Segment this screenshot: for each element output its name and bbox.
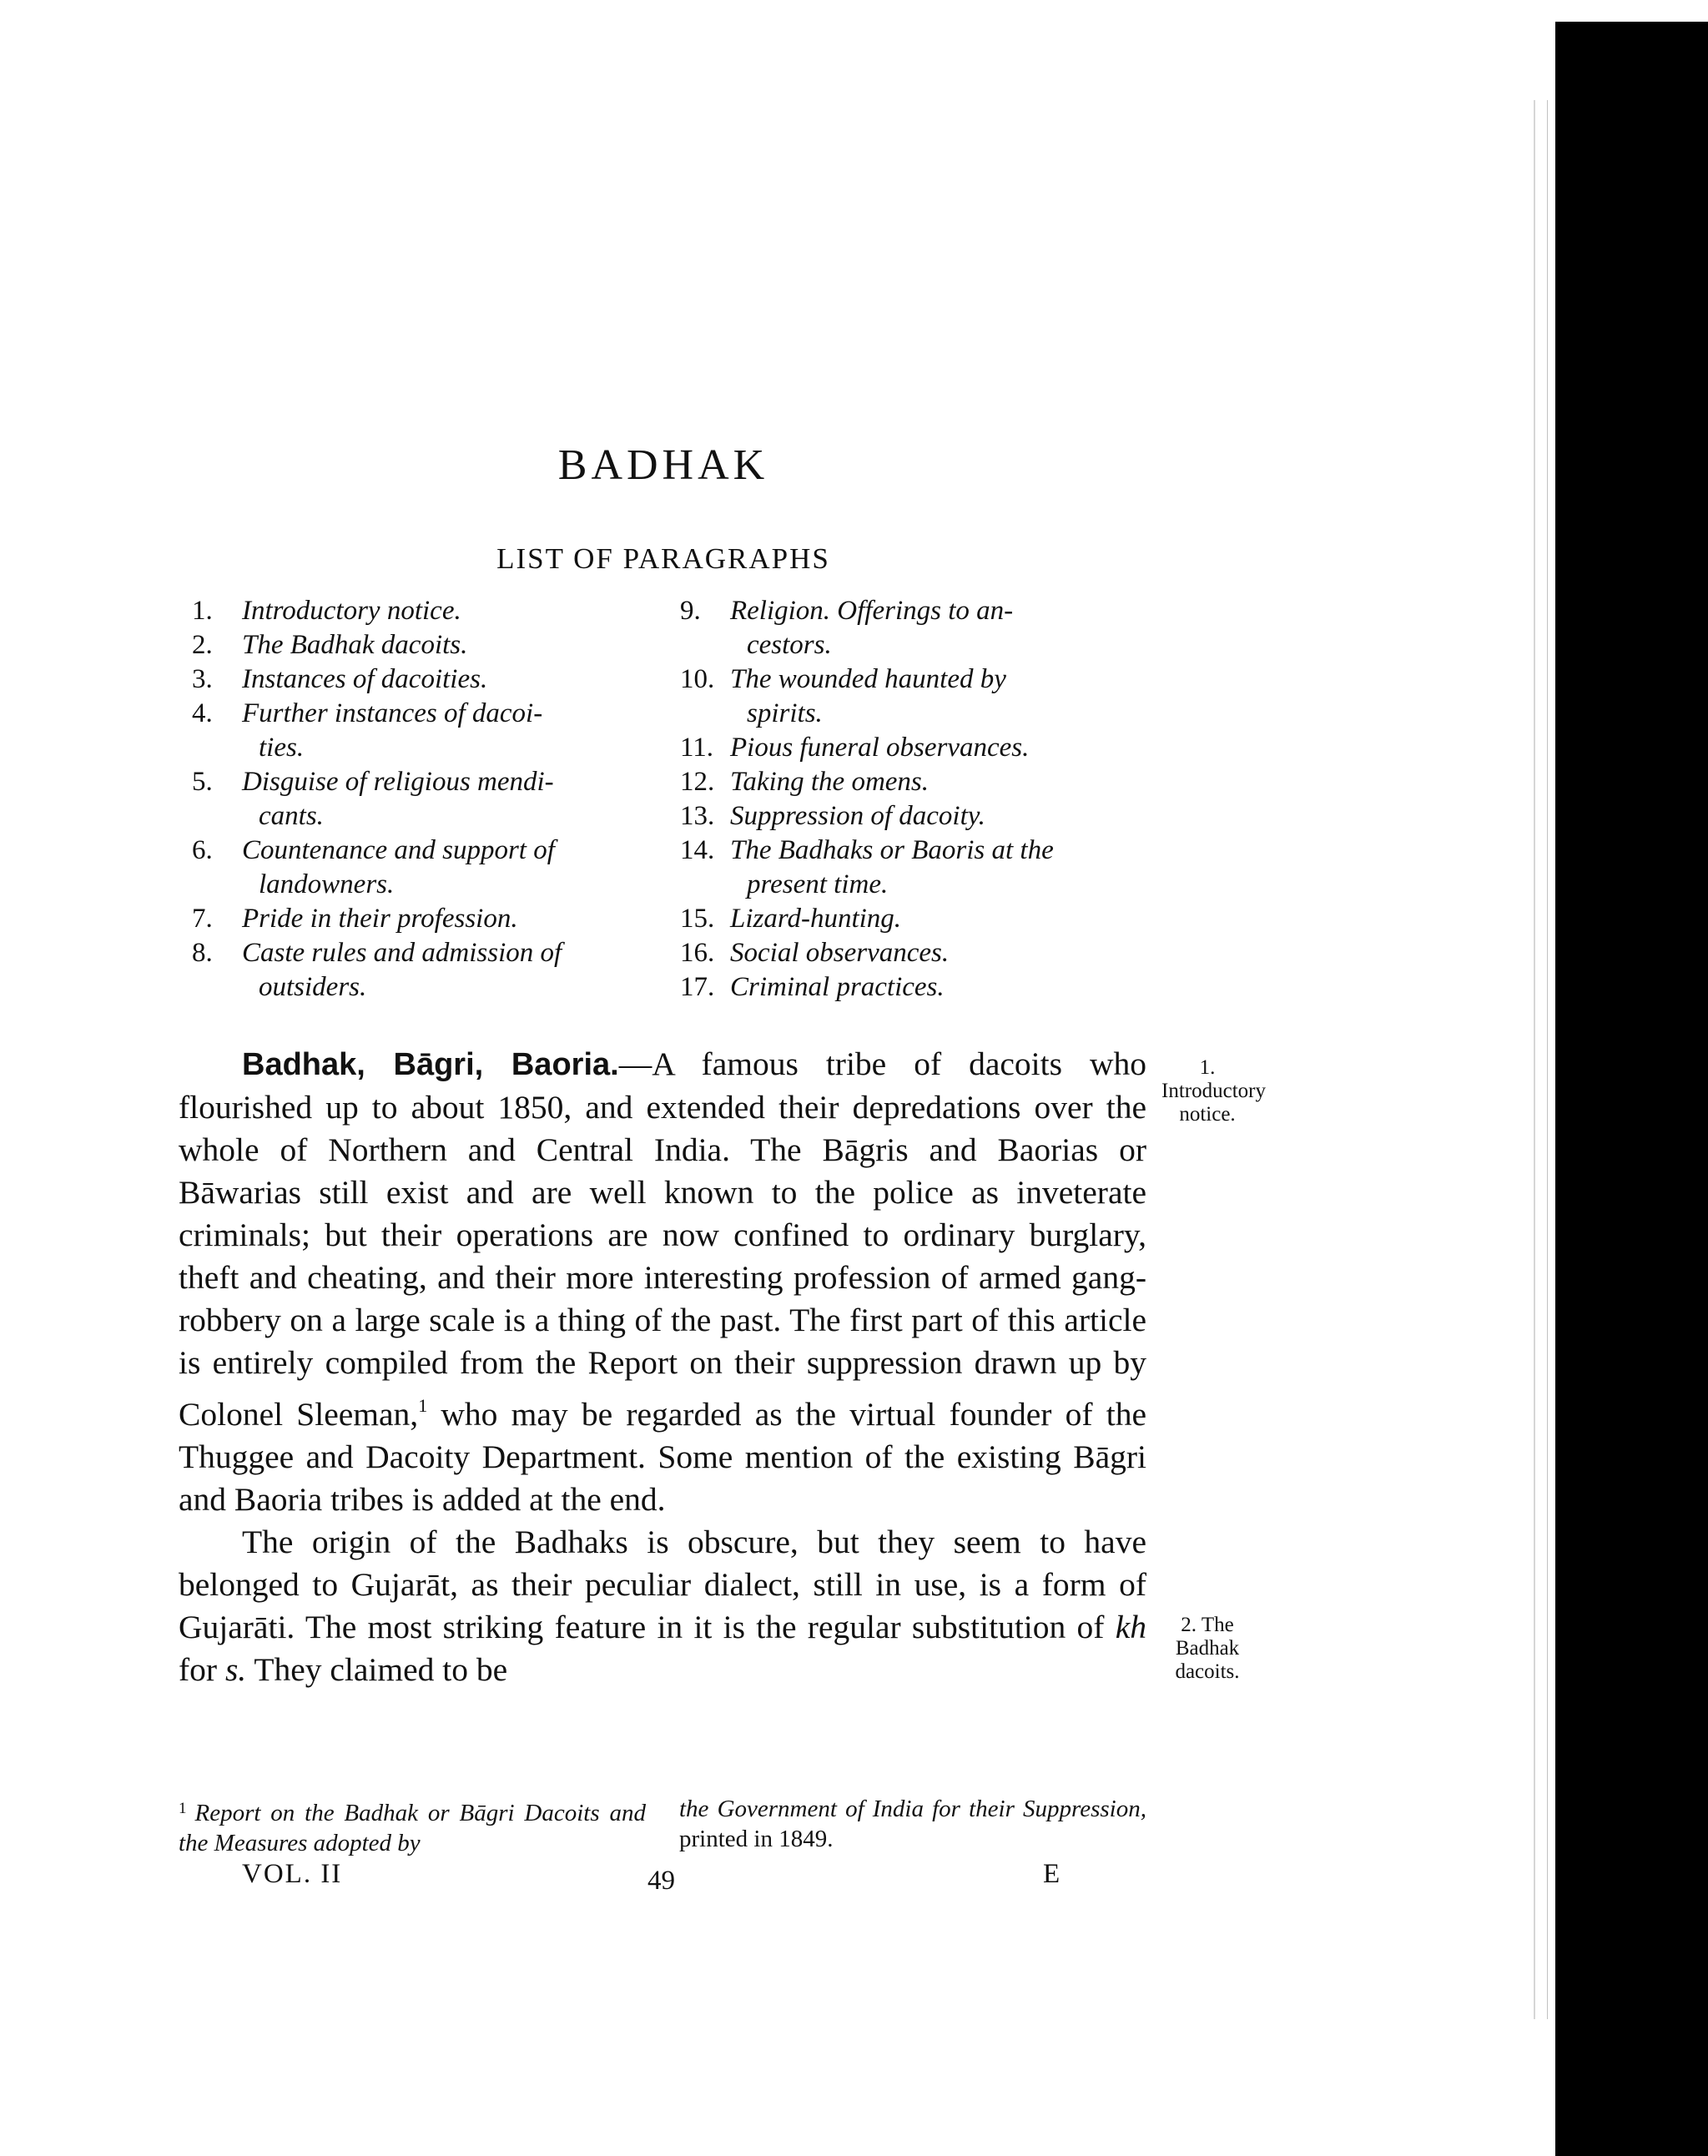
toc-item-number: 5. [192,767,213,797]
footnote-text: printed in 1849. [679,1826,834,1852]
margin-note: 1. Introductory notice. [1161,1056,1266,1126]
toc-item-text: Pride in their profession. [242,904,518,934]
toc-item-number: 12. [680,767,715,797]
footnote-left [179,1794,646,1858]
toc-item [680,731,1160,765]
footnote-right [679,1794,1146,1854]
toc-item-text: Suppression of dacoity. [730,801,985,831]
toc-item-text: Disguise of religious mendi- [242,767,554,797]
toc-item-text: Countenance and support of [242,835,555,865]
toc-item-text: Further instances of dacoi- [242,698,543,728]
paragraph-2-text-cont: They claimed to be [246,1651,508,1688]
toc-item-continuation: present time. [747,869,889,899]
italic-term: s. [224,1651,247,1688]
toc-item-label [192,936,672,1005]
toc-item-continuation: landowners. [259,869,395,899]
page-title: BADHAK [557,441,769,489]
toc-item-continuation: outsiders. [259,972,367,1002]
toc-item-number: 9. [680,596,701,626]
toc-item-number: 1. [192,596,213,626]
italic-term: kh [1115,1609,1146,1645]
toc-item-label [192,594,672,628]
toc-item [680,594,1160,662]
toc-column-left [192,594,672,1005]
toc-item-continuation: spirits. [747,698,823,728]
toc-item-text: Introductory notice. [242,596,461,626]
toc-item [680,765,1160,799]
toc-item-number: 15. [680,904,715,934]
footnote-marker: 1 [179,1800,187,1817]
toc-item-number: 8. [192,938,213,968]
toc-item-continuation: ties. [259,733,305,763]
toc-item [680,970,1160,1005]
toc-item-number: 16. [680,938,715,968]
toc-item-label [680,902,1160,936]
body-text [179,1043,1146,1691]
toc-item-text: Criminal practices. [730,972,945,1002]
toc-item-label [192,765,672,834]
toc-item-continuation: cestors. [747,630,832,660]
toc-item-label [192,628,672,662]
volume-label: VOL. II [242,1859,343,1889]
toc-item-label [192,902,672,936]
paragraph-1 [179,1043,1146,1521]
toc-item-label [192,697,672,765]
entry-heading: Badhak, Bāgri, Baoria. [242,1047,619,1082]
page-number: 49 [647,1866,675,1896]
paragraph-1-text-cont: who may be regarded as the virtual founder of the Thuggee and Dacoity Department. Some mention of the existing Bāgri and Baoria tribes is added at the end. [179,1396,1146,1518]
toc-item-text: The Badhaks or Baoris at the [730,835,1054,865]
scan-edge-shadow [1555,22,1708,2156]
toc-item-number: 10. [680,664,715,694]
toc-item-text: Lizard-hunting. [730,904,902,934]
paragraph-2-mid: for [179,1651,225,1688]
toc-item-text: Pious funeral observances. [730,733,1030,763]
toc-item-label [680,594,1160,662]
toc-item-number: 4. [192,698,213,728]
toc-item-text: Instances of dacoities. [242,664,488,694]
page-edge-lines [1534,100,1548,2019]
toc-item-number: 17. [680,972,715,1002]
toc-item-text: Caste rules and admission of [242,938,562,968]
toc-item [680,799,1160,834]
toc-item-label [680,662,1160,731]
toc-item-number: 14. [680,835,715,865]
toc-column-right [680,594,1160,1005]
toc-item [192,765,672,834]
toc-item-label [192,662,672,697]
toc-item-number: 2. [192,630,213,660]
signature-mark: E [1043,1859,1061,1889]
margin-note: 2. The Badhak dacoits. [1175,1614,1240,1683]
toc-item [680,902,1160,936]
toc-item-label [192,834,672,902]
toc-item [192,834,672,902]
toc-item-label [680,970,1160,1005]
paragraph-2-text: The origin of the Badhaks is obscure, but they seem to have belonged to Gujarāt, as their peculiar dialect, still in use, is a form of Gujarāti. The most striking feature in it is the regular substitution of [179,1524,1146,1645]
toc-item [192,594,672,628]
toc-item-text: Taking the omens. [730,767,930,797]
toc-item-number: 13. [680,801,715,831]
toc-item-text: The Badhak dacoits. [242,630,468,660]
footnote-text: the Government of India for their Suppression, [679,1796,1146,1822]
toc-item-number: 11. [680,733,714,763]
toc-item [192,936,672,1005]
toc-item-text: The wounded haunted by [730,664,1006,694]
toc-item-label [680,765,1160,799]
toc-item-continuation: cants. [259,801,324,831]
toc-item [192,902,672,936]
toc-item-label [680,936,1160,970]
toc-item-number: 3. [192,664,213,694]
toc-item-number: 7. [192,904,213,934]
paragraph-1-text: —A famous tribe of dacoits who flourished up to about 1850, and extended their depredations over the whole of Northern and Central India. The Bāgris and Baorias or Bāwarias still exist and are well known to the police as inveterate criminals; but their operations are now confined to ordinary burglary, theft and cheating, and their more interesting profession of armed gang-robbery on a large scale is a thing of the past. The first part of this article is entirely compiled from the Report on their suppression drawn up by Colonel Sleeman, [179,1045,1146,1433]
paragraph-2 [179,1521,1146,1691]
toc-item-label [680,799,1160,834]
toc-item [192,697,672,765]
toc-item [192,628,672,662]
toc-item [680,662,1160,731]
toc-item-label [680,731,1160,765]
toc-item-text: Social observances. [730,938,950,968]
toc-item-number: 6. [192,835,213,865]
footnote-reference: 1 [418,1395,428,1416]
toc-item [680,834,1160,902]
toc-item-label [680,834,1160,902]
list-heading: LIST OF PARAGRAPHS [496,542,830,575]
footnote-text: Report on the Badhak or Bāgri Dacoits and the Measures adopted by [179,1800,646,1856]
toc-item [192,662,672,697]
toc-item-text: Religion. Offerings to an- [730,596,1014,626]
toc-item [680,936,1160,970]
